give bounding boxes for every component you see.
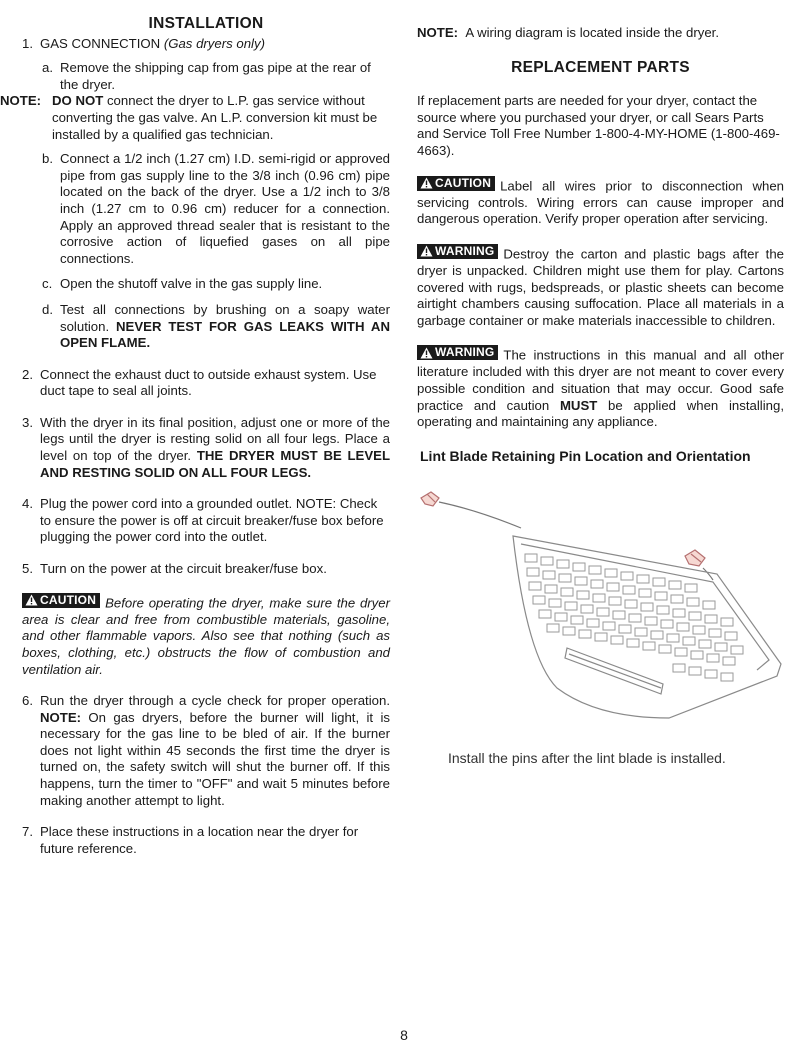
step-1c: c. Open the shutoff valve in the gas supply line. <box>42 276 323 292</box>
step-6: 6. Run the dryer through a cycle check for proper operation. NOTE: On gas dryers, before the burner will light, it is necessary for the gas line to be bled of air. If the burner does not light within 45 seconds the first time the dryer is turned on, the safety switch will shut the burner off. If this happens, turn the timer to "OFF" and wait 5 minutes before making another attempt to light. <box>22 693 390 808</box>
warning-triangle-icon <box>25 594 38 606</box>
warning-badge: WARNING <box>417 345 498 360</box>
installation-heading: INSTALLATION <box>148 15 264 32</box>
step-4: 4. Plug the power cord into a grounded outlet. NOTE: Check to ensure the power is off at circuit breaker/fuse box before plugging the power cord into the outlet. <box>22 496 384 545</box>
figure-caption: Install the pins after the lint blade is installed. <box>448 750 726 767</box>
caution-badge: CAUTION <box>417 176 495 191</box>
step-5: 5. Turn on the power at the circuit breaker/fuse box. <box>22 561 327 577</box>
caution-wiring: CAUTION Label all wires prior to disconnection when servicing controls. Wiring errors can cause improper and dangerous operation. Verify proper operation after servicing. <box>417 175 784 227</box>
caution-badge: CAUTION <box>22 593 100 608</box>
warning-triangle-icon <box>420 347 433 359</box>
wiring-note: NOTE: A wiring diagram is located inside the dryer. <box>417 25 719 40</box>
warning-instructions: WARNING The instructions in this manual and all other literature included with this dryer are not meant to cover every possible condition and situation that may occur. Good safe practice and caution MUST be applied when installing, operating and maintaining any appliance. <box>417 345 784 430</box>
left-column <box>0 0 391 857</box>
warning-triangle-icon <box>420 177 433 189</box>
lint-blade-diagram <box>417 488 784 728</box>
step-1a: a. Remove the shipping cap from gas pipe at the rear of the dryer. <box>42 60 371 92</box>
figure-title: Lint Blade Retaining Pin Location and Orientation <box>420 447 751 464</box>
step-1b: b. Connect a 1/2 inch (1.27 cm) I.D. semi-rigid or approved pipe from gas supply line to the 3/8 inch (0.96 cm) pipe located on the back of the dryer. Use a 1/2 inch to 3/8 inch (1.27 cm to 0.96 cm) reducer for a connection. Apply an approved thread sealer that is resistant to the corrosive action of liquefied gases on all pipe connections. <box>42 151 390 266</box>
caution-combustibles: CAUTION Before operating the dryer, make sure the dryer area is clear and free from combustible materials, gasoline, and other flammable vapors. Also see that nothing (such as boxes, clothing, etc.) obstructs the flow of combustion and ventilation air. <box>22 592 390 677</box>
step-1: 1. GAS CONNECTION (Gas dryers only) <box>22 35 265 51</box>
step-1d: d. Test all connections by brushing on a soapy water solution. NEVER TEST FOR GAS LEAKS WITH AN OPEN FLAME. <box>42 301 390 351</box>
lp-gas-note: NOTE: DO NOT connect the dryer to L.P. gas service without converting the gas valve. An L.P. conversion kit must be installed by a qualified gas technician. <box>0 93 378 142</box>
page-number: 8 <box>400 1027 408 1043</box>
warning-carton: WARNING Destroy the carton and plastic bags after the dryer is unpacked. Children might use them for play. Cartons covered with rugs, bedspreads, or plastic sheets can become airtight chambers causing suffocation. Place all materials in a garbage container or make materials inaccessible to children. <box>417 243 784 328</box>
step-2: 2. Connect the exhaust duct to outside exhaust system. Use duct tape to seal all joints. <box>22 366 377 399</box>
step-3: 3. With the dryer in its final position, adjust one or more of the legs until the dryer is resting solid on all four legs. Place a level on top of the dryer. THE DRYER MUST BE LEVEL AND RESTING SOLID ON ALL FOUR LEGS. <box>22 414 391 480</box>
step-7: 7. Place these instructions in a location near the dryer for future reference. <box>22 824 359 856</box>
warning-triangle-icon <box>420 245 433 257</box>
replacement-parts-heading: REPLACEMENT PARTS <box>511 58 690 76</box>
replacement-parts-intro: If replacement parts are needed for your dryer, contact the source where you purchased your dryer, or call Sears Parts and Service Toll Free Number 1-800-4-MY-HOME (1-800-469-4663). <box>417 93 780 158</box>
warning-badge: WARNING <box>417 244 498 259</box>
right-column <box>417 0 784 767</box>
